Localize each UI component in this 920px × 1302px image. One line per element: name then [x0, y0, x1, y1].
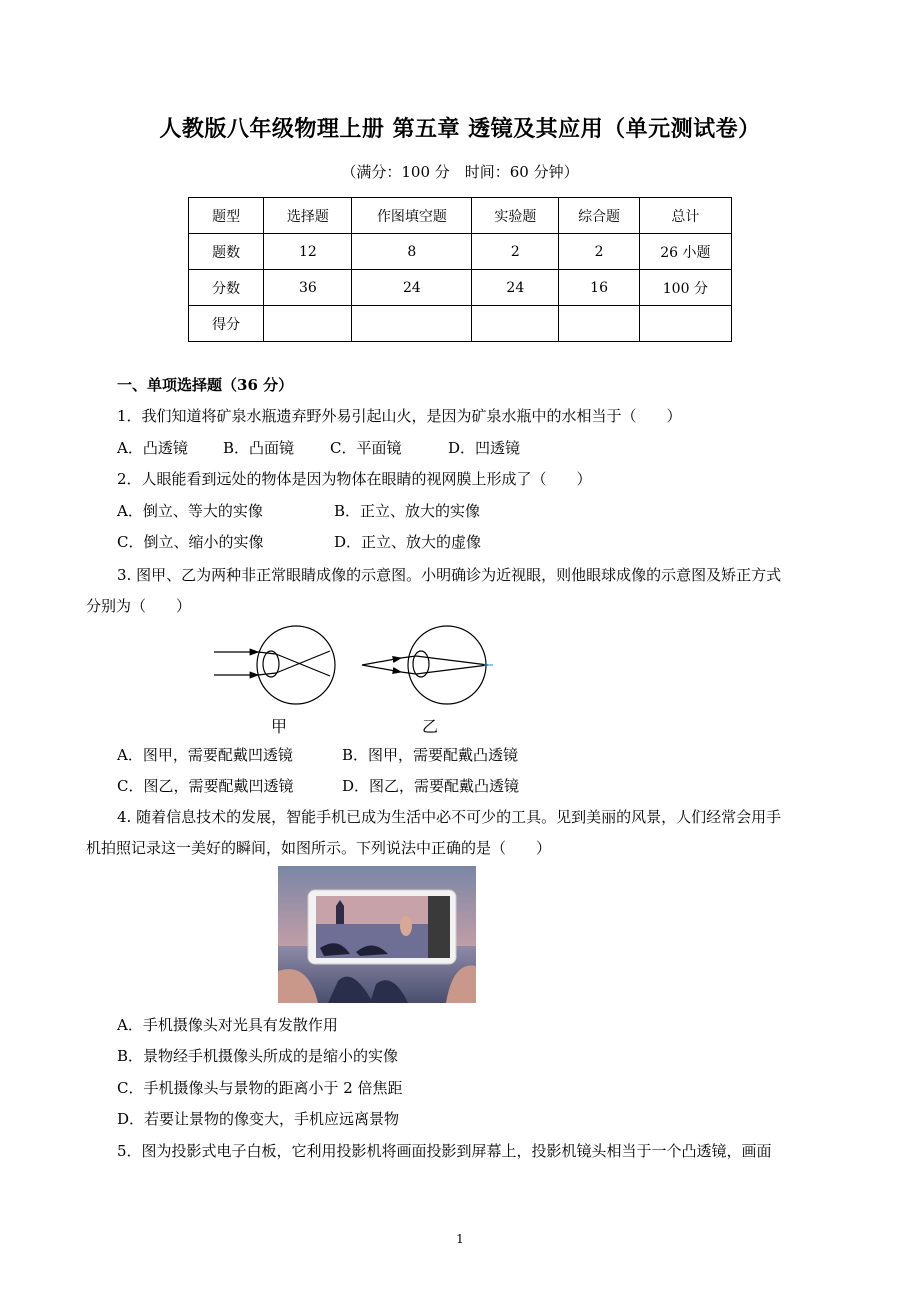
table-cell: 选择题	[264, 198, 352, 234]
table-cell: 2	[472, 234, 559, 270]
question-3-stem-line2: 分别为（ ）	[86, 597, 192, 615]
table-cell: 实验题	[472, 198, 559, 234]
score-input-cell[interactable]	[639, 306, 731, 342]
page-number: 1	[456, 1232, 464, 1246]
table-cell: 12	[264, 234, 352, 270]
question-5-stem-line1: 5．图为投影式电子白板，它利用投影机将画面投影到屏幕上，投影机镜头相当于一个凸透镜，画面	[117, 1142, 772, 1160]
option-c[interactable]: C．平面镜	[330, 439, 402, 457]
table-cell: 题数	[189, 234, 264, 270]
table-cell: 16	[559, 270, 639, 306]
question-4-option-c[interactable]: C．手机摄像头与景物的距离小于 2 倍焦距	[117, 1079, 403, 1097]
question-2-options-row1	[117, 500, 480, 521]
option-c[interactable]: C．倒立、缩小的实像	[117, 533, 264, 551]
table-cell: 100 分	[639, 270, 731, 306]
score-input-cell[interactable]	[352, 306, 472, 342]
table-cell: 作图填空题	[352, 198, 472, 234]
option-b[interactable]: B．图甲，需要配戴凸透镜	[342, 746, 519, 764]
page-subtitle: （满分：100 分 时间：60 分钟）	[341, 163, 579, 181]
option-b[interactable]: B．正立、放大的实像	[334, 502, 481, 520]
table-row	[189, 306, 732, 342]
score-input-cell[interactable]	[559, 306, 639, 342]
section-heading: 一、单项选择题（36 分）	[117, 376, 294, 394]
question-1-stem: 1．我们知道将矿泉水瓶遗弃野外易引起山火，是因为矿泉水瓶中的水相当于（ ）	[117, 407, 682, 425]
eye-diagram	[210, 622, 500, 737]
table-cell: 综合题	[559, 198, 639, 234]
option-c[interactable]: C．图乙，需要配戴凹透镜	[117, 777, 294, 795]
table-cell: 26 小题	[639, 234, 731, 270]
question-4-stem-line2: 机拍照记录这一美好的瞬间，如图所示。下列说法中正确的是（ ）	[86, 839, 552, 857]
table-cell: 24	[472, 270, 559, 306]
question-1-options	[117, 437, 520, 458]
table-cell: 24	[352, 270, 472, 306]
option-a[interactable]: A．图甲，需要配戴凹透镜	[117, 746, 293, 764]
option-d[interactable]: D．正立、放大的虚像	[334, 533, 482, 551]
table-cell: 总计	[639, 198, 731, 234]
question-2-stem: 2．人眼能看到远处的物体是因为物体在眼睛的视网膜上形成了（ ）	[117, 470, 592, 488]
table-row	[189, 198, 732, 234]
score-input-cell[interactable]	[472, 306, 559, 342]
question-4-option-a[interactable]: A．手机摄像头对光具有发散作用	[117, 1016, 338, 1034]
option-d[interactable]: D．图乙，需要配戴凸透镜	[342, 777, 520, 795]
question-3-options-row2	[117, 775, 519, 796]
option-a[interactable]: A．倒立、等大的实像	[117, 502, 263, 520]
eye-figure-left	[214, 626, 335, 704]
question-3-options-row1	[117, 744, 518, 765]
eye-figure-right	[362, 626, 493, 704]
score-table	[188, 197, 732, 342]
page-title: 人教版八年级物理上册 第五章 透镜及其应用（单元测试卷）	[159, 116, 761, 142]
table-cell: 36	[264, 270, 352, 306]
figure-label-left: 甲	[271, 717, 288, 736]
question-2-options-row2	[117, 531, 481, 552]
phone-photo-image	[278, 866, 476, 1003]
option-d[interactable]: D．凹透镜	[448, 439, 521, 457]
table-cell: 得分	[189, 306, 264, 342]
question-4-option-b[interactable]: B．景物经手机摄像头所成的是缩小的实像	[117, 1047, 399, 1065]
option-a[interactable]: A．凸透镜	[117, 439, 188, 457]
figure-label-right: 乙	[422, 717, 439, 736]
score-input-cell[interactable]	[264, 306, 352, 342]
option-b[interactable]: B．凸面镜	[223, 439, 295, 457]
table-cell: 题型	[189, 198, 264, 234]
table-row	[189, 270, 732, 306]
question-3-stem-line1: 3. 图甲、乙为两种非正常眼睛成像的示意图。小明确诊为近视眼，则他眼球成像的示意图及矫正方式	[117, 566, 782, 584]
question-4-option-d[interactable]: D．若要让景物的像变大，手机应远离景物	[117, 1110, 400, 1128]
table-row	[189, 234, 732, 270]
question-4-stem-line1: 4. 随着信息技术的发展，智能手机已成为生活中必不可少的工具。见到美丽的风景，人们经常会用手	[117, 808, 782, 826]
table-cell: 分数	[189, 270, 264, 306]
table-cell: 2	[559, 234, 639, 270]
table-cell: 8	[352, 234, 472, 270]
